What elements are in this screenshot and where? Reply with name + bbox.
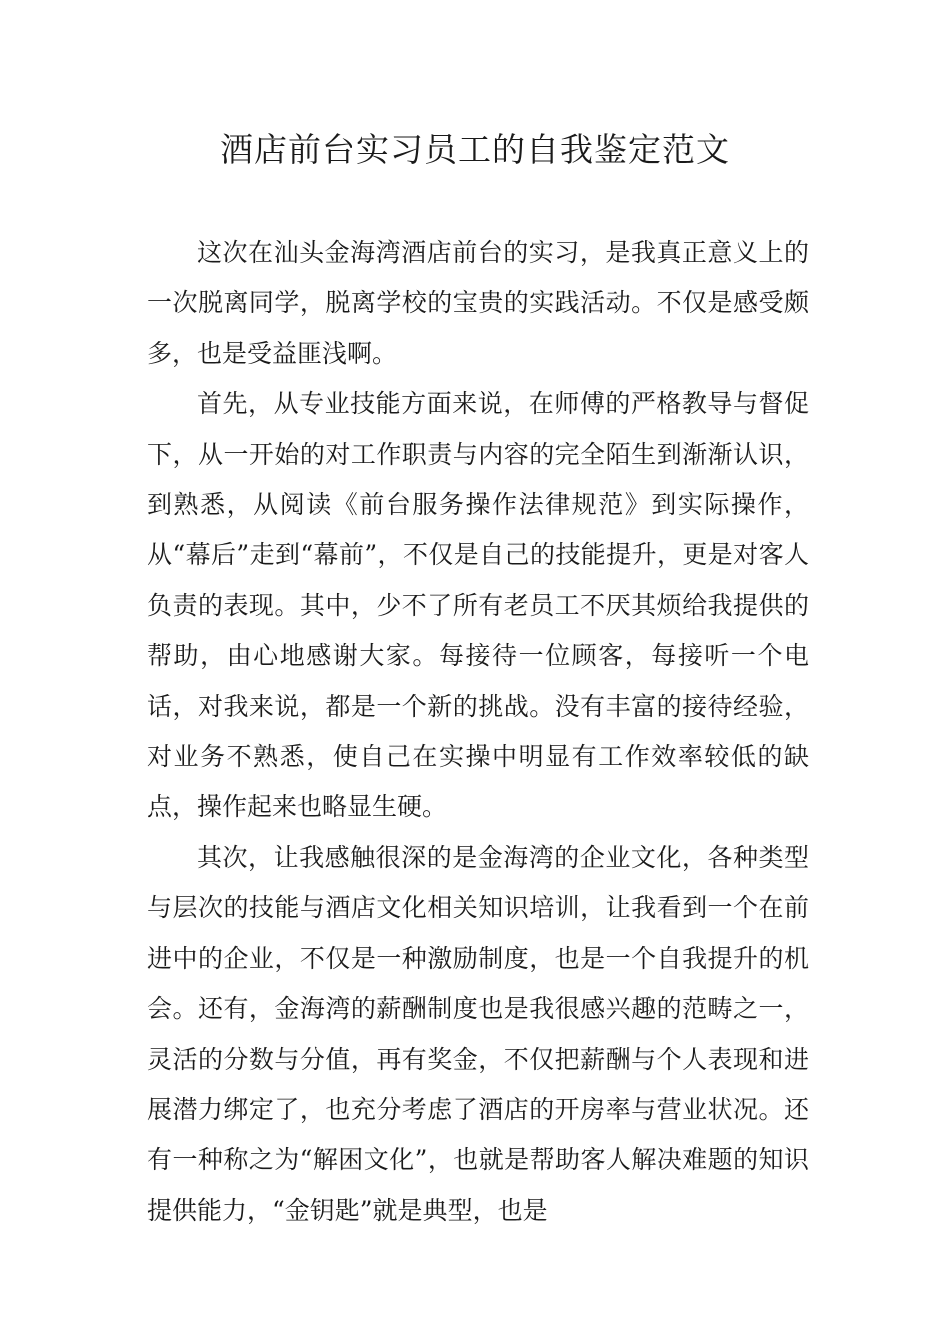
paragraph-1: 这次在汕头金海湾酒店前台的实习，是我真正意义上的一次脱离同学，脱离学校的宝贵的实践活动。不仅是感受颇多，也是受益匪浅啊。 (147, 238, 809, 368)
paragraph-2: 首先，从专业技能方面来说，在师傅的严格教导与督促下，从一开始的对工作职责与内容的完全陌生到渐渐认识，到熟悉，从阅读《前台服务操作法律规范》到实际操作，从“幕后”走到“幕前”，不仅是自己的技能提升，更是对客人负责的表现。其中，少不了所有老员工不厌其烦给我提供的帮助，由心地感谢大家。每接待一位顾客，每接听一个电话，对我来说，都是一个新的挑战。没有丰富的接待经验，对业务不熟悉，使自己在实操中明显有工作效率较低的缺点，操作起来也略显生硬。 (147, 389, 809, 822)
document-title: 酒店前台实习员工的自我鉴定范文 (220, 130, 730, 169)
document-body (147, 228, 809, 1236)
paragraph-3: 其次，让我感触很深的是金海湾的企业文化，各种类型与层次的技能与酒店文化相关知识培训，让我看到一个在前进中的企业，不仅是一种激励制度，也是一个自我提升的机会。还有，金海湾的薪酬制度也是我很感兴趣的范畴之一，灵活的分数与分值，再有奖金，不仅把薪酬与个人表现和进展潜力绑定了，也充分考虑了酒店的开房率与营业状况。还有一种称之为“解困文化”，也就是帮助客人解决难题的知识提供能力，“金钥匙”就是典型，也是 (147, 842, 809, 1225)
